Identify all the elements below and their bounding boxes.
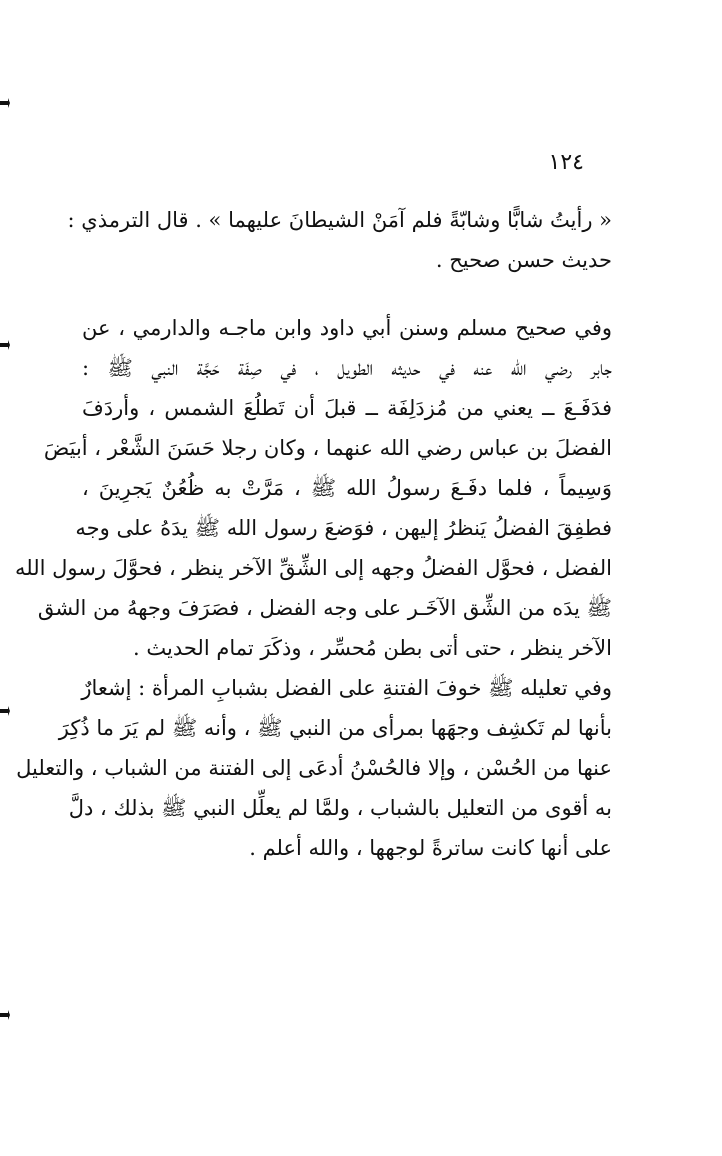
page-number: ١٢٤ xyxy=(548,150,584,175)
text-line: حديث حسن صحيح . xyxy=(435,248,612,272)
text-line: فدَفَـعَ ــ يعني من مُزدَلِفَة ــ قبلَ أن تَطلُعَ الشمس ، وأردَفَ xyxy=(82,396,612,420)
text-line: وفي تعليله ﷺ خوفَ الفتنةِ على الفضل بشبابِ المرأة : إشعارٌ xyxy=(81,676,612,700)
text-line: على أنها كانت ساترةً لوجهها ، والله أعلم . xyxy=(249,836,612,860)
text-line: عنها من الحُسْن ، وإلا فالحُسْنُ أدعَى إلى الفتنة من الشباب ، والتعليل xyxy=(16,756,612,780)
text-line: فطفِقَ الفضلُ يَنظرُ إليهن ، فوَضعَ رسول الله ﷺ يدَهُ على وجه xyxy=(75,516,612,540)
text-line: وَسِيماً ، فلما دفَـعَ رسولُ الله ﷺ ، مَرَّتْ به ظُعُنٌ يَجرِينَ ، xyxy=(82,476,612,500)
text-line: بأنها لم تَكشِف وجهَها بمرأى من النبي ﷺ ، وأنه ﷺ لم يَرَ ما ذُكِرَ xyxy=(58,716,612,740)
text-line: الآخر ينظر ، حتى أتى بطن مُحسِّر ، وذكَرَ تمام الحديث . xyxy=(133,636,612,660)
text-line: « رأيتُ شابًّا وشابّةً فلم آمَنْ الشيطانَ عليهما » . قال الترمذي : xyxy=(67,208,612,232)
text-line: الفضل ، فحوَّل الفضلُ وجهه إلى الشِّقِّ الآخر ينظر ، فحوَّلَ رسول الله xyxy=(15,556,612,580)
text-line: جابر رضي الله عنه في حديثه الطويل ، في صِفَة حَجَّة النبي ﷺ : xyxy=(82,356,612,380)
text-line: به أقوى من التعليل بالشباب ، ولمَّا لم يعلِّل النبي ﷺ بذلك ، دلَّ xyxy=(68,796,612,820)
margin-binding-mark xyxy=(0,340,10,350)
paragraph-3 xyxy=(16,668,612,868)
margin-binding-mark xyxy=(0,1010,10,1020)
paragraph-2 xyxy=(15,308,612,668)
text-line: وفي صحيح مسلم وسنن أبي داود وابن ماجـه والدارمي ، عن xyxy=(82,316,612,340)
text-line: الفضلَ بن عباس رضي الله عنهما ، وكان رجلا حَسَنَ الشَّعْر ، أبيَضَ xyxy=(43,436,612,460)
text-line: ﷺ يدَه من الشِّق الآخَـر على وجه الفضل ، فصَرَفَ وجههُ من الشق xyxy=(37,596,612,620)
margin-binding-mark xyxy=(0,98,10,108)
paragraph-1 xyxy=(67,200,612,280)
margin-binding-mark xyxy=(0,706,10,716)
